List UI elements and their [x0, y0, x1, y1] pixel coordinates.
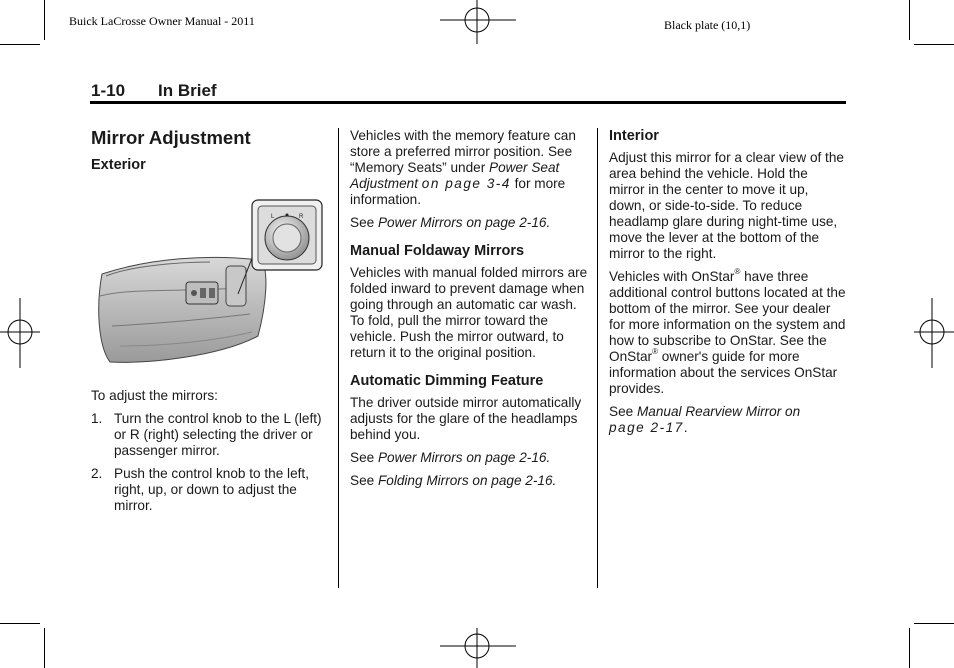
registration-mark-top — [440, 0, 516, 48]
registration-mark-bottom — [440, 624, 516, 668]
link-power-mirrors[interactable]: Power Mirrors on page 2-16. — [377, 215, 551, 230]
link-manual-rearview-mirror[interactable]: Manual Rearview Mirror on — [636, 404, 801, 419]
link-page-2-17[interactable]: page 2-17 — [609, 420, 684, 435]
heading-interior: Interior — [609, 128, 659, 144]
link-power-mirrors[interactable]: Power Mirrors on page 2-16. — [377, 450, 551, 465]
column-1-text — [91, 388, 329, 521]
list-item: 2. Push the control knob to the left, right, up, or down to adjust the mirror. — [91, 466, 309, 513]
column-3-text — [609, 128, 847, 443]
column-divider — [338, 128, 339, 588]
memory-paragraph: Vehicles with the memory feature can store a preferred mirror position. See “Memory Seats” under Power Seat Adjustment on page 3-4 for more information. — [350, 128, 576, 207]
registration-mark-left — [0, 298, 44, 368]
see-power-mirrors-2: See Power Mirrors on page 2-16. — [350, 450, 551, 465]
manual-title: Buick LaCrosse Owner Manual - 2011 — [69, 14, 255, 28]
header-rule — [90, 101, 846, 104]
auto-dimming-text: The driver outside mirror automatically adjusts for the glare of the headlamps behind you. — [350, 395, 582, 442]
subheading-exterior: Exterior — [91, 157, 146, 173]
knob-label-left: L — [271, 214, 275, 220]
column-divider — [597, 128, 598, 588]
list-item: 1. Turn the control knob to the L (left) or R (right) selecting the driver or passenger mirror. — [91, 411, 322, 458]
heading-auto-dimming: Automatic Dimming Feature — [350, 373, 544, 389]
page-title: Mirror Adjustment — [91, 127, 251, 148]
intro-text: To adjust the mirrors: — [91, 388, 218, 403]
section-name: In Brief — [158, 81, 217, 100]
heading-manual-foldaway: Manual Foldaway Mirrors — [350, 243, 525, 259]
plate-label: Black plate (10,1) — [664, 18, 751, 32]
column-2-text — [350, 128, 588, 496]
see-power-mirrors: See Power Mirrors on page 2-16. — [350, 215, 551, 230]
link-power-seat-adjustment[interactable]: Power Seat Adjustment — [350, 160, 560, 191]
link-page-3-4[interactable]: on page 3-4 — [421, 176, 511, 191]
interior-text: Adjust this mirror for a clear view of the area behind the vehicle. Hold the mirror in the center to move it up, down, or side-to-side. To reduce headlamp glare during night-time use, move the lever at the bottom of the mirror to the right. — [609, 150, 844, 261]
see-manual-rearview: See Manual Rearview Mirror on page 2-17. — [609, 404, 801, 435]
knob-label-right: R — [299, 214, 304, 220]
door-panel-illustration — [90, 196, 326, 378]
section-number: 1-10 — [91, 81, 126, 100]
registration-mark-right — [910, 298, 954, 368]
manual-foldaway-text: Vehicles with manual folded mirrors are folded inward to prevent damage when going through an automatic car wash. To fold, pull the mirror toward the vehicle. Push the mirror outward, to return it to the original position. — [350, 265, 588, 360]
link-folding-mirrors[interactable]: Folding Mirrors on page 2-16. — [377, 473, 557, 488]
steps-list — [91, 411, 329, 514]
onstar-text: Vehicles with OnStar® have three additional control buttons located at the bottom of the mirror. See your dealer for more information on the system and how to subscribe to OnStar. See the OnStar® owner's guide for more information about the services OnStar provides. — [609, 267, 846, 396]
see-folding-mirrors: See Folding Mirrors on page 2-16. — [350, 473, 557, 488]
